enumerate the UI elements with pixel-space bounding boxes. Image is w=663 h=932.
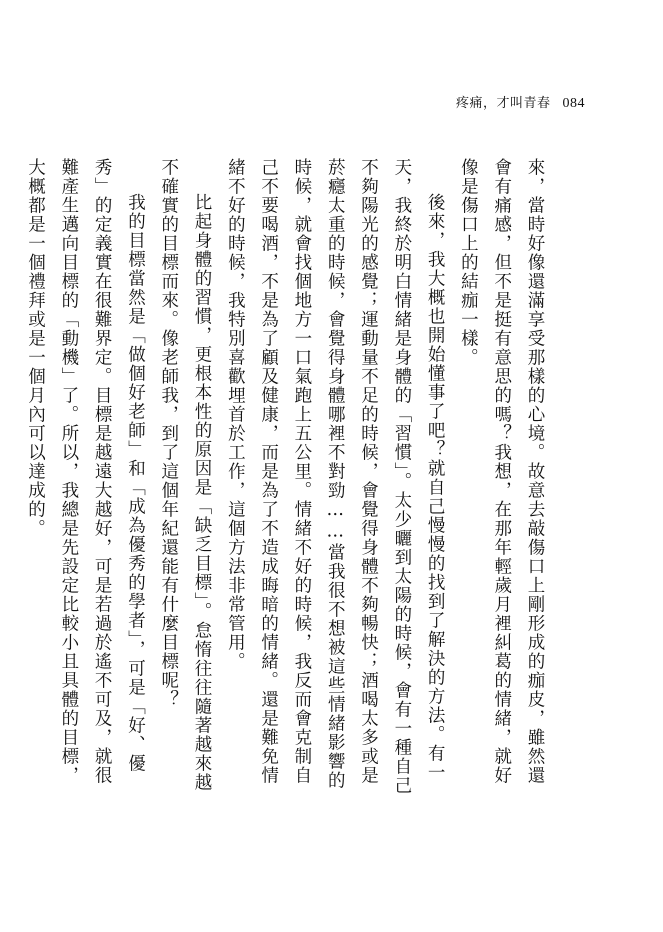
paragraph-continuation: 來，當時好像還滿享受那樣的心境。故意去敲傷口上剛形成的痂皮，雖然還會有痛感，但不是挺有意思的嗎？我想，在那年輕歲月裡糾葛的情緒，就好像是傷口上的結痂一樣。 — [458, 158, 545, 785]
running-title: 疼痛，才叫青春 — [455, 96, 551, 111]
page-number: 084 — [562, 96, 585, 111]
paragraph: 比起身體的習慣，更根本性的原因是「缺乏目標」。怠惰往往隨著越來越不確實的目標而來。像老師我，到了這個年紀還能有什麼目標呢？ — [158, 158, 213, 793]
paragraph: 我的目標當然是「做個好老師」和「成為優秀的學者」，可是「好、優秀」的定義實在很難界定。目標是越遠大越好，可是若過於遙不可及，就很難產生邁向目標的「動機」了。所以，我總是先設定比較小且具體的目標，大概都是一個禮拜或是一個月內可以達成的。 — [25, 158, 146, 785]
running-header — [456, 92, 585, 112]
paragraph: 後來，我大概也開始懂事了吧？就自己慢慢的找到了解決的方法。有一天，我終於明白情緒是身體的「習慣」。太少曬到太陽的時候，會有一種自己不夠陽光的感覺；運動量不足的時候，會覺得身體不夠暢快；酒喝太多或是菸癮太重的時候，會覺得身體哪裡不對勁……當我很不想被這些情緒影響的時候，就會找個地方一口氣跑上五公里。情緒不好的時候，我反而會克制自己不要喝酒，不是為了顧及健康，而是為了不造成晦暗的情緒。還是難免情緒不好的時候，我特別喜歡埋首於工作，這個方法非常管用。 — [225, 158, 446, 796]
vertical-text-block — [25, 158, 551, 800]
